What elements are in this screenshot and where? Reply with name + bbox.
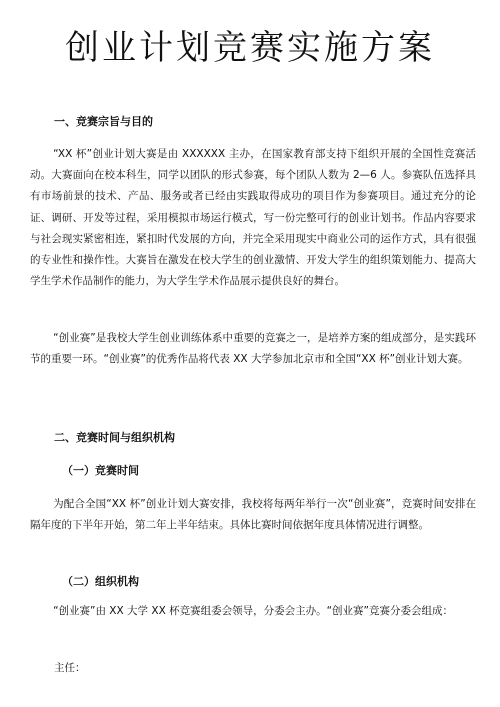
paragraph-organization: “创业赛”由 XX 大学 XX 杯竞赛组委会领导，分委会主办。“创业赛”竞赛分委会组成： xyxy=(53,605,453,617)
paragraph-purpose-1: “XX 杯”创业计划大赛是由 XXXXXX 主办，在国家教育部支持下组织开展的全国性竞赛活动。大赛面向在校本科生，同学以团队的形式参赛，每个团队人数为 2—6 人。参赛队伍选择具有市场前景的技术、产品、服务或者已经由实践取得成功的项目作为参赛项目。通过充分的论证、调研、开发等过程，采用模拟市场运行模式，写一份完整可行的创业计划书。作品内容要求与社会现实紧密相连，紧扣时代发展的方向，并完全采用现实中商业公司的运作方式，具有很强的专业性和操作性。大赛旨在激发在校大学生的创业激情、开发大学生的组织策划能力、提高大学生学术作品制作的能力，为大学生学术作品展示提供良好的舞台。 xyxy=(30,148,476,288)
paragraph-time: 为配合全国“XX 杯”创业计划大赛安排，我校将每两年举行一次“创业赛”，竞赛时间安排在隔年度的下半年开始，第二年上半年结束。具体比赛时间依据年度具体情况进行调整。 xyxy=(30,498,476,532)
subsection-heading-organization: （二）组织机构 xyxy=(62,575,139,588)
section-heading-time-organization: 二、竞赛时间与组织机构 xyxy=(54,431,175,444)
director-label: 主任： xyxy=(54,662,86,674)
paragraph-purpose-2: “创业赛”是我校大学生创业训练体系中重要的竞赛之一，是培养方案的组成部分，是实践环节的重要一环。“创业赛”的优秀作品将代表 XX 大学参加北京市和全国“XX 杯”创业计划大赛。 xyxy=(30,332,476,366)
section-heading-purpose: 一、竞赛宗旨与目的 xyxy=(54,115,153,128)
document-title: 创业计划竞赛实施方案 xyxy=(65,28,435,68)
subsection-heading-time: （一）竞赛时间 xyxy=(62,464,139,477)
